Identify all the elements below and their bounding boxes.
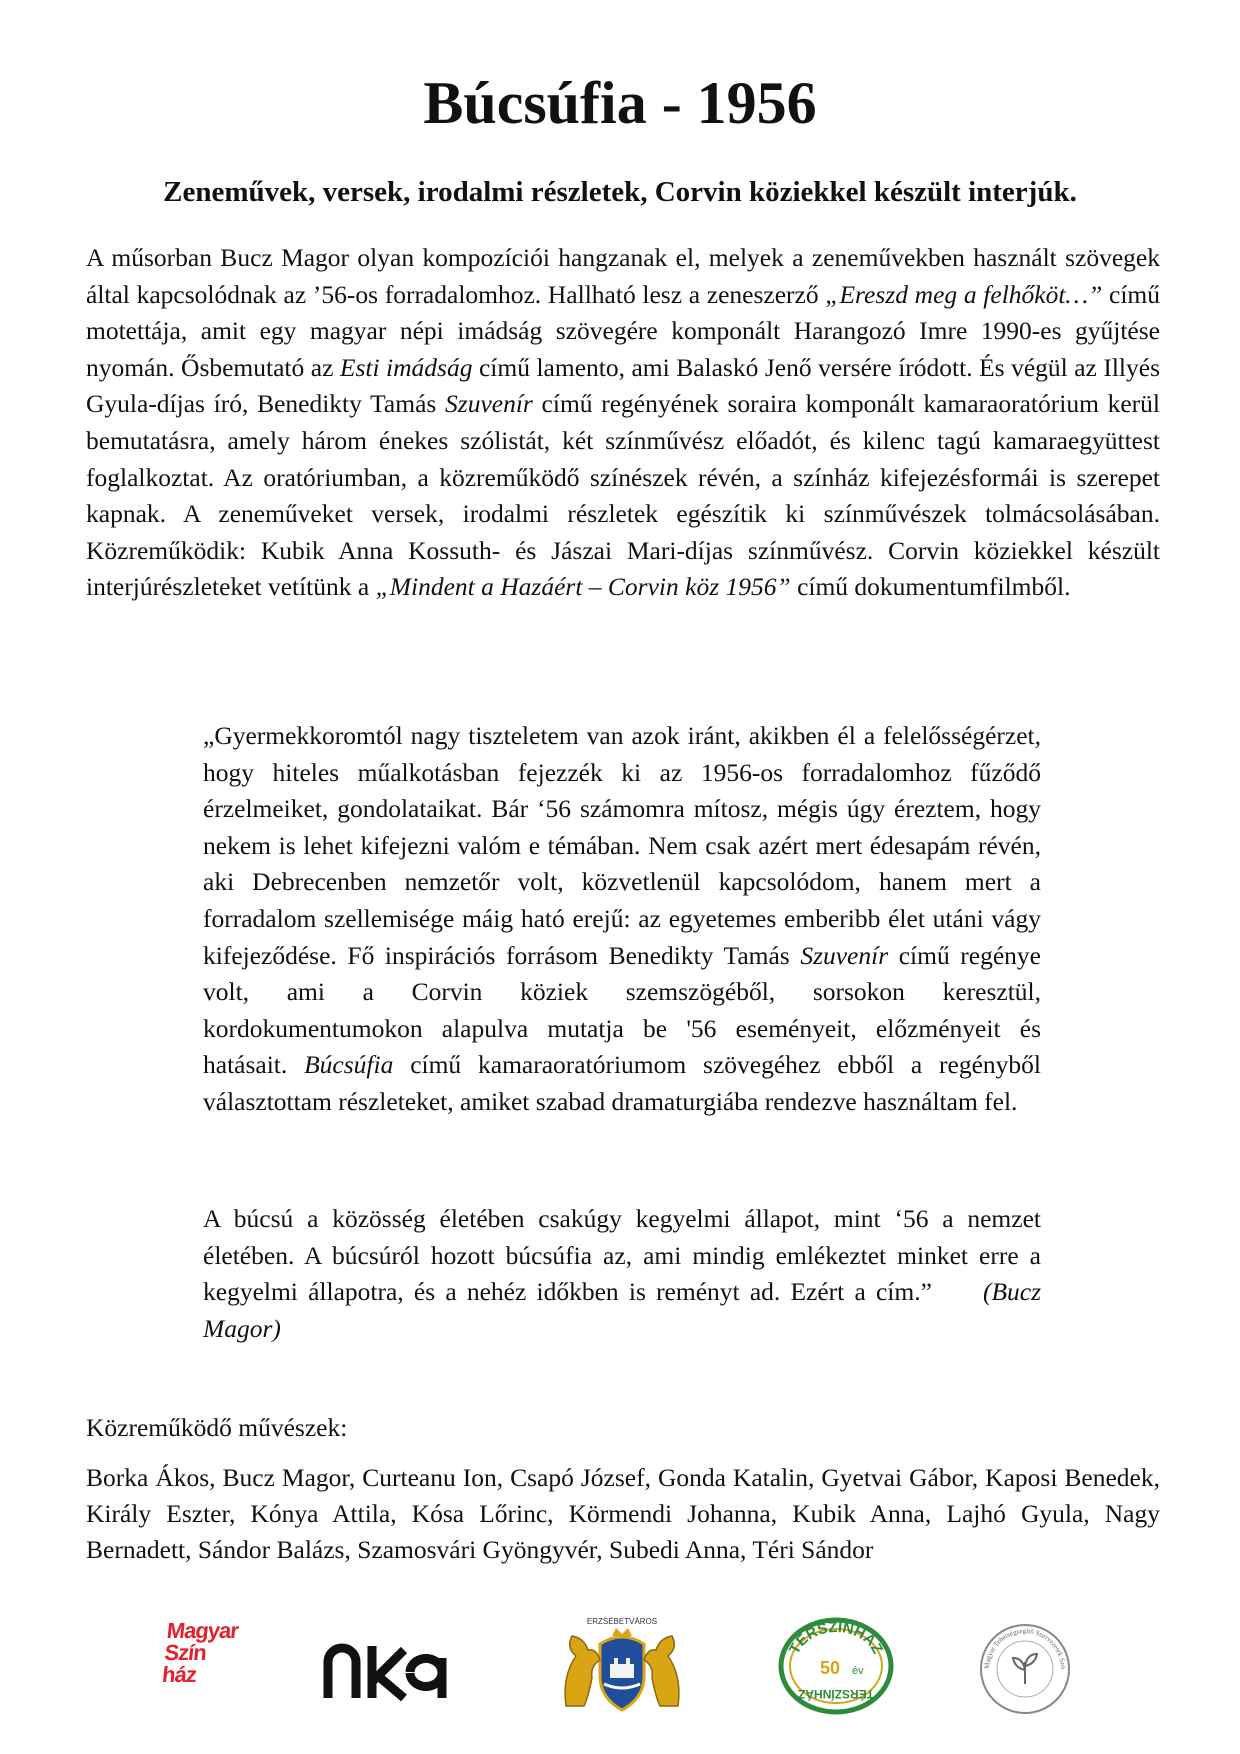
terszinhaz-logo-unit: év (852, 1665, 864, 1677)
magyar-szinhaz-logo (158, 1618, 240, 1716)
quote-text: A búcsú a közösség életében csakúgy kegyelmi állapot, mint ‘56 a nemzet életében. A búcsúról hozott búcsúfia az, ami mindig emlékeztet minket erre a kegyelmi állapotra, és a nehéz időkben is reményt ad. Ezért a cím.” (203, 1204, 1041, 1307)
logo-text-line: Szín (163, 1640, 208, 1665)
intro-lamento-title: Esti imádság (339, 352, 473, 382)
intro-text: című regényének soraira komponált kamaraoratórium kerül bemutatásra, amely három énekes szólistát, két színművész előadót, és kilenc tagú kamaraegyüttest foglalkoztat. Az oratóriumban, a közreműködő színészek révén, a színház kifejezésformái is szerepet kapnak. A zeneműveket versek, irodalmi részletek egészítik ki színművészek tolmácsolásában. Közreműködik: Kubik Anna Kossuth- és Jászai Mari-díjas színművész. Corvin köziekkel készült interjúrészleteket vetítünk a (86, 389, 1161, 602)
terszinhaz-logo-bottom-text: TÉRSZÍNHÁZ (798, 1687, 874, 1701)
composer-quote-closing (203, 1201, 1041, 1347)
page-subtitle: Zeneművek, versek, irodalmi részletek, Corvin köziekkel készült interjúk. (163, 176, 1077, 208)
intro-text: A műsorban Bucz Magor olyan kompozíciói hangzanak el, melyek a zeneművekben használt szövegek által kapcsolódnak az ’56-os forradalomhoz. Hallható lesz a zeneszerző (86, 243, 1160, 309)
tehetseg-logo-text: Magyar Tehetségsegítő Szervezetek Szö (982, 1626, 1068, 1670)
erzsebetvaros-coat-of-arms-logo (552, 1614, 692, 1719)
intro-text: című motettája, amit egy magyar népi imádság szövegére komponált Harangozó Imre 1990-es gyűjtése nyomán. Ősbemutató az (86, 279, 1160, 382)
terszinhaz-50-ev-logo (778, 1616, 894, 1716)
artists-heading: Közreműködő művészek: (86, 1413, 348, 1442)
intro-text: című dokumentumfilmből. (790, 572, 1071, 602)
logo-text-line: Magyar (165, 1618, 240, 1643)
composer-quote (203, 718, 1041, 1121)
quote-text: című regénye volt, ami a Corvin köziek szemszögéből, sorsokon keresztül, kordokumentumokon alapulva mutatja be '56 eseményeit, előzményeit és hatásait. (203, 940, 1041, 1080)
quote-text: című kamaraoratóriumom szövegéhez ebből a regényből választottam részleteket, amiket szabad dramaturgiába rendezve használtam fel. (203, 1050, 1042, 1116)
quote-text: „Gyermekkoromtól nagy tiszteletem van azok iránt, akikben él a felelősségérzet, hogy hiteles műalkotásban fejezzék ki az 1956-os forradalomhoz fűződő érzelmeiket, gondolataikat. Bár ‘56 számomra mítosz, mégis úgy éreztem, hogy nekem is lehet kifejezni valóm e témában. Nem csak azért mert édesapám révén, aki Debrecenben nemzetőr volt, közvetlenül kapcsolódom, hanem mert a forradalom szellemisége máig ható erejű: az egyetemes emberibb élet utáni vágy kifejeződése. Fő inspirációs forrásom Benedikty Tamás (203, 721, 1041, 970)
quote-oratorio-title: Búcsúfia (304, 1050, 394, 1080)
tehetsegsegito-szovetseg-logo (978, 1622, 1072, 1716)
intro-text: című lamento, ami Balaskó Jenő versére íródott. És végül az Illyés Gyula-díjas író, Benedikty Tamás (86, 352, 1160, 419)
terszinhaz-logo-top-text: TÉRSZÍNHÁZ (785, 1618, 887, 1657)
quote-novel-title: Szuvenír (800, 940, 889, 970)
intro-motet-title: „Ereszd meg a felhőköt…” (825, 279, 1103, 309)
terszinhaz-logo-number: 50 (819, 1658, 841, 1678)
logo-text-line: ház (161, 1662, 198, 1687)
artists-list: Borka Ákos, Bucz Magor, Curteanu Ion, Csapó József, Gonda Katalin, Gyetvai Gábor, Kaposi Benedek, Király Eszter, Kónya Attila, Kósa Lőrinc, Körmendi Johanna, Kubik Anna, Lajhó Gyula, Nagy Bernadett, Sándor Balázs, Szamosvári Gyöngyvér, Subedi Anna, Téri Sándor (86, 1463, 1160, 1564)
intro-paragraph (86, 240, 1160, 606)
intro-film-title: „Mindent a Hazáért – Corvin köz 1956” (375, 572, 791, 602)
nka-logo (322, 1636, 452, 1706)
erzsebetvaros-logo-label: ERZSÉBETVÁROS (586, 1617, 658, 1626)
nka-logo-label: nka (323, 1705, 325, 1706)
quote-attribution: (Bucz Magor) (203, 1277, 1042, 1343)
intro-novel-title: Szuvenír (445, 389, 533, 419)
page-title: Búcsúfia - 1956 (423, 70, 817, 136)
sponsor-logos (0, 1614, 1240, 1724)
